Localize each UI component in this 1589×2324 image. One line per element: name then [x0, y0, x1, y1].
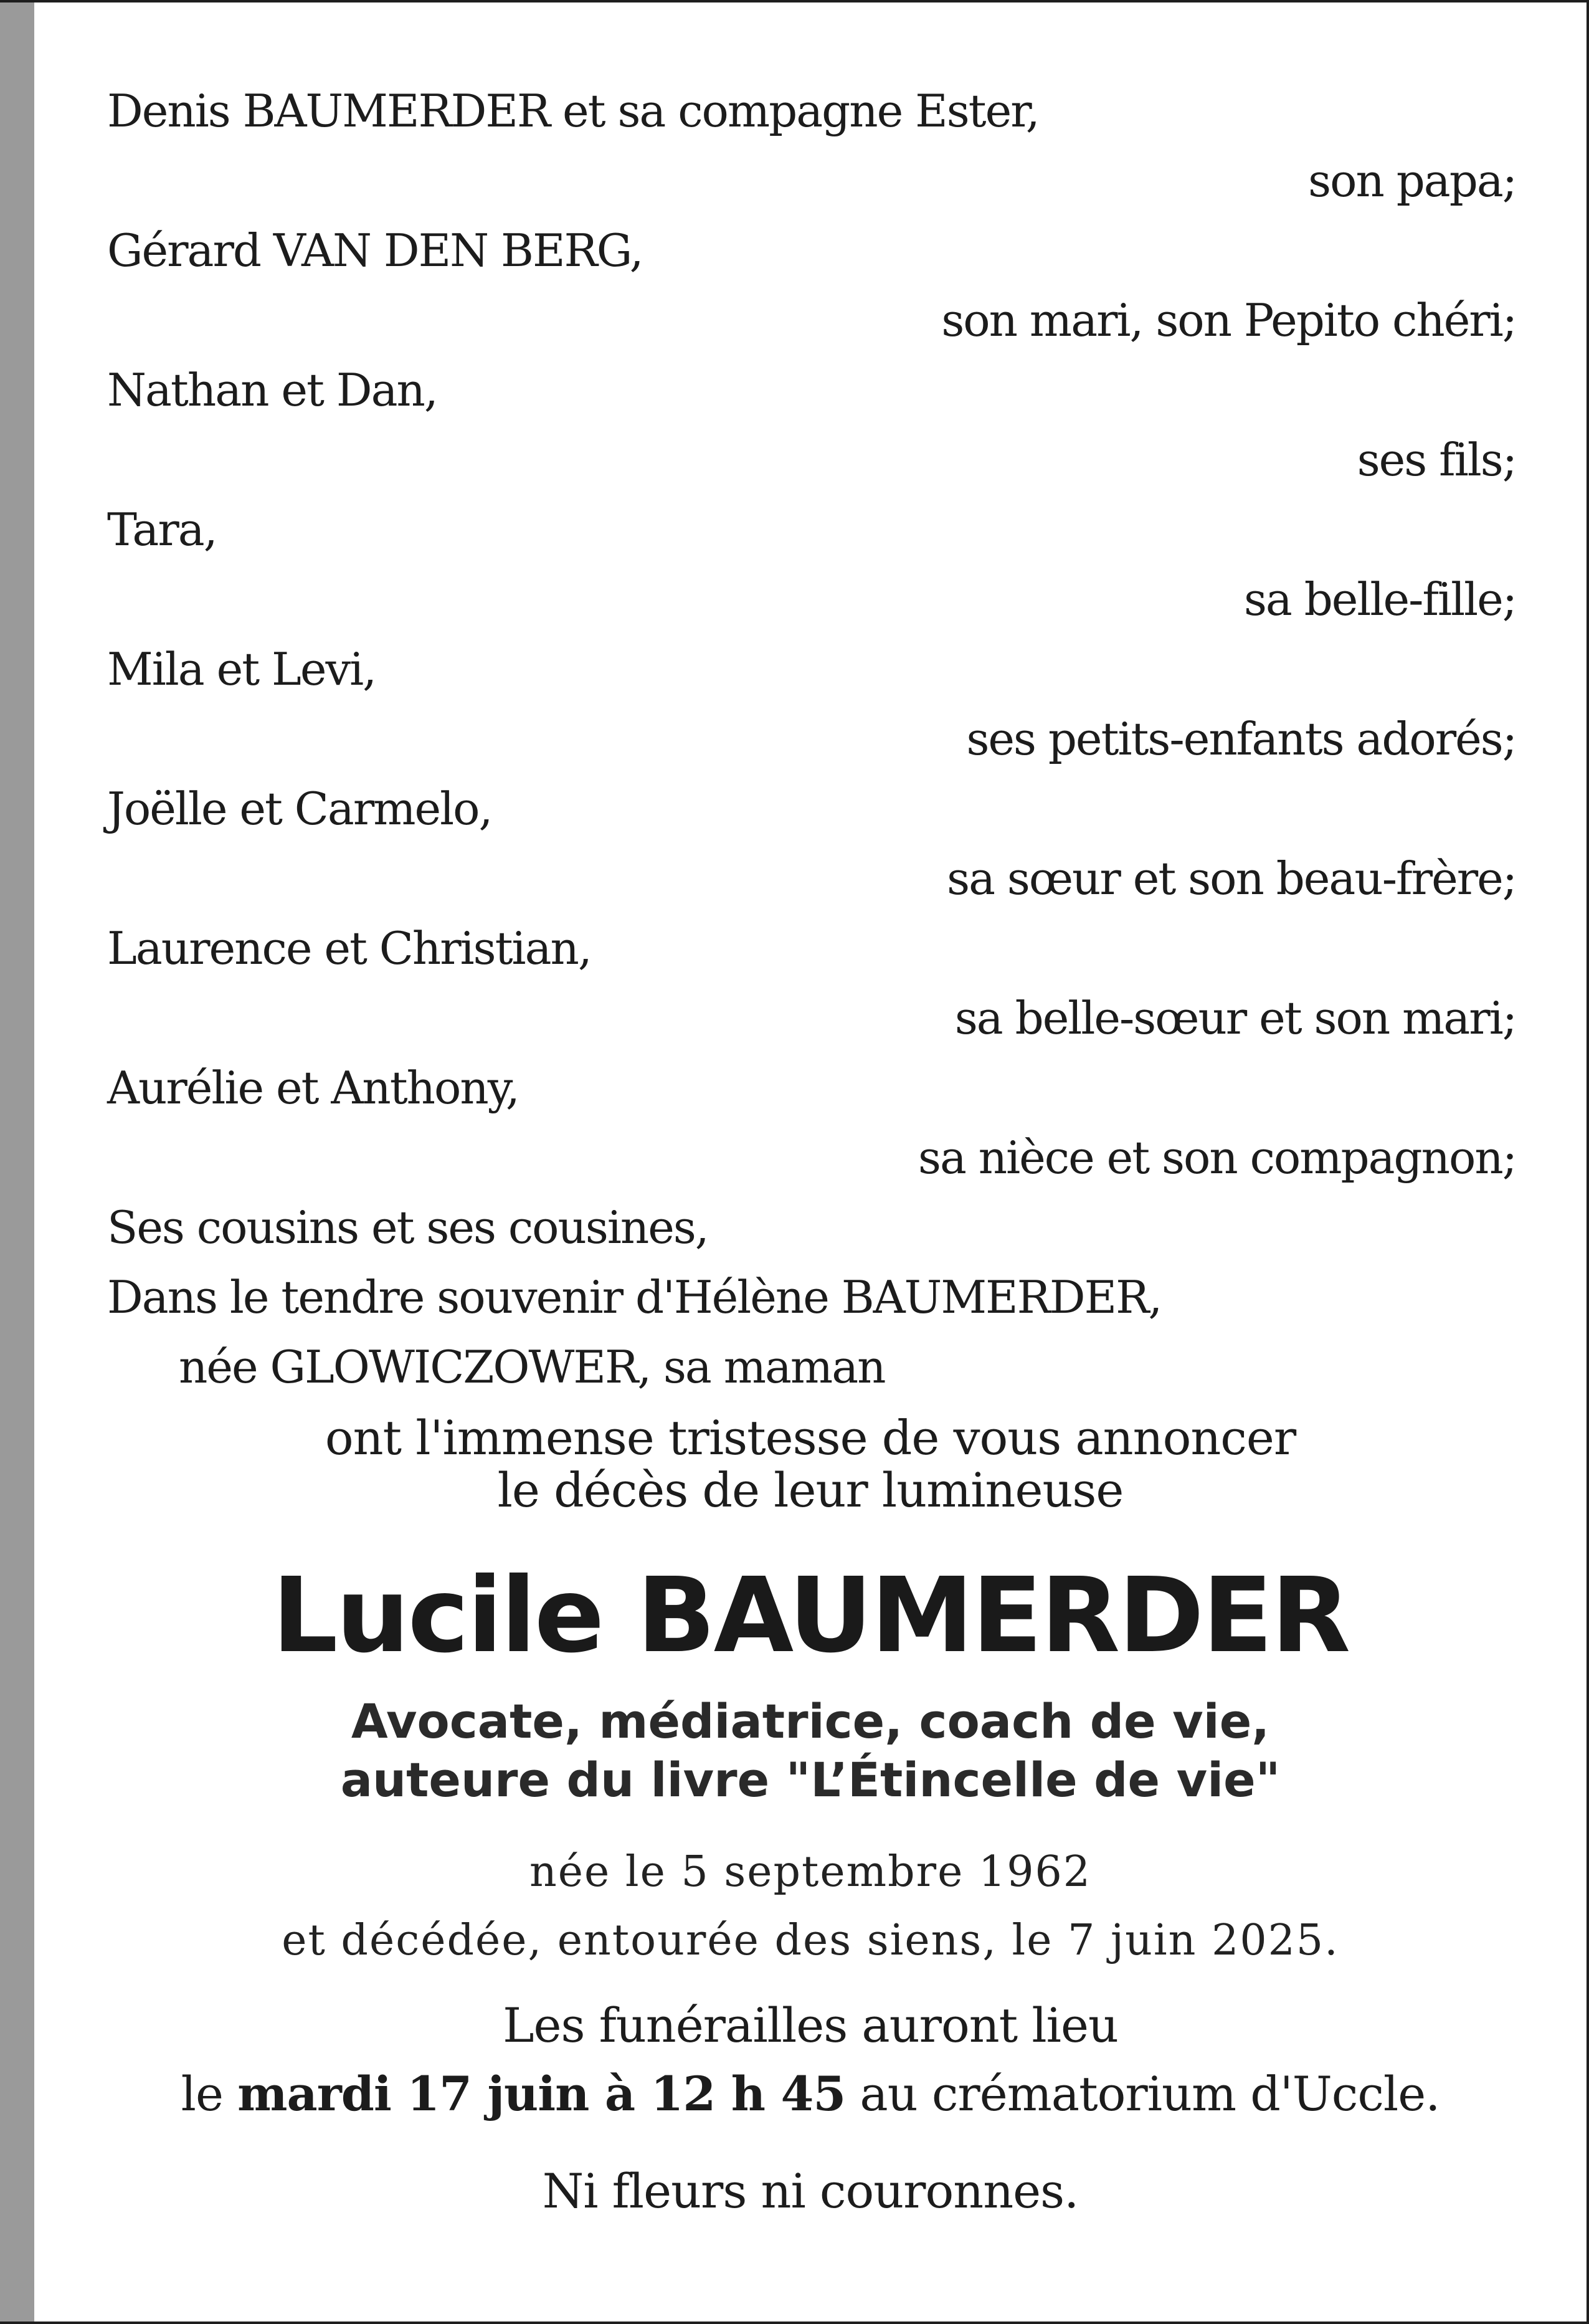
- family-relation-4: ses petits-enfants adorés;: [966, 713, 1516, 765]
- deceased-name: Lucile BAUMERDER: [272, 1556, 1349, 1676]
- family-relation-3: sa belle-fille;: [1243, 573, 1516, 626]
- birth-date-line: née le 5 septembre 1962: [529, 1847, 1092, 1897]
- profession-line-2: auteure du livre "L’Étincelle de vie": [340, 1752, 1281, 1807]
- announcement-line-2: le décès de leur lumineuse: [497, 1462, 1124, 1518]
- family-relation-1: son mari, son Pepito chéri;: [941, 294, 1516, 346]
- family-list: [107, 76, 1516, 1402]
- funeral-prefix: le: [181, 2066, 223, 2122]
- family-name-6: Laurence et Christian,: [107, 922, 591, 974]
- family-name-2: Nathan et Dan,: [107, 364, 437, 416]
- flowers-note: Ni fleurs ni couronnes.: [542, 2163, 1079, 2219]
- family-name-7: Aurélie et Anthony,: [107, 1062, 519, 1114]
- family-name-5: Joëlle et Carmelo,: [107, 783, 492, 835]
- family-relation-0: son papa;: [1308, 155, 1516, 207]
- funeral-datetime: mardi 17 juin à 12 h 45: [237, 2066, 846, 2122]
- cousins-line: Ses cousins et ses cousines,: [107, 1201, 708, 1254]
- funeral-line-1: Les funérailles auront lieu: [503, 1998, 1118, 2053]
- profession-line-1: Avocate, médiatrice, coach de vie,: [351, 1693, 1270, 1749]
- funeral-info: [34, 1991, 1587, 2128]
- memory-line: Dans le tendre souvenir d'Hélène BAUMERDER,: [107, 1271, 1162, 1323]
- memory-maiden-name-line: née GLOWICZOWER, sa maman: [179, 1341, 885, 1393]
- family-relation-5: sa sœur et son beau-frère;: [947, 852, 1516, 905]
- family-relation-7: sa nièce et son compagnon;: [918, 1131, 1516, 1184]
- family-name-4: Mila et Levi,: [107, 643, 376, 695]
- announcement-line-1: ont l'immense tristesse de vous annoncer: [325, 1410, 1296, 1465]
- funeral-line-2: [34, 2060, 1587, 2128]
- family-name-0: Denis BAUMERDER et sa compagne Ester,: [107, 85, 1039, 137]
- left-margin-bar: [0, 2, 34, 2322]
- family-relation-2: ses fils;: [1357, 434, 1516, 486]
- family-name-3: Tara,: [107, 503, 217, 556]
- funeral-place: au crématorium d'Uccle.: [860, 2066, 1440, 2122]
- family-name-1: Gérard VAN DEN BERG,: [107, 224, 643, 277]
- life-dates: [34, 1838, 1587, 1975]
- profession: [34, 1692, 1587, 1809]
- death-date-line: et décédée, entourée des siens, le 7 juin 2025.: [282, 1916, 1339, 1965]
- announcement: [34, 1412, 1587, 1517]
- family-relation-6: sa belle-sœur et son mari;: [954, 992, 1516, 1044]
